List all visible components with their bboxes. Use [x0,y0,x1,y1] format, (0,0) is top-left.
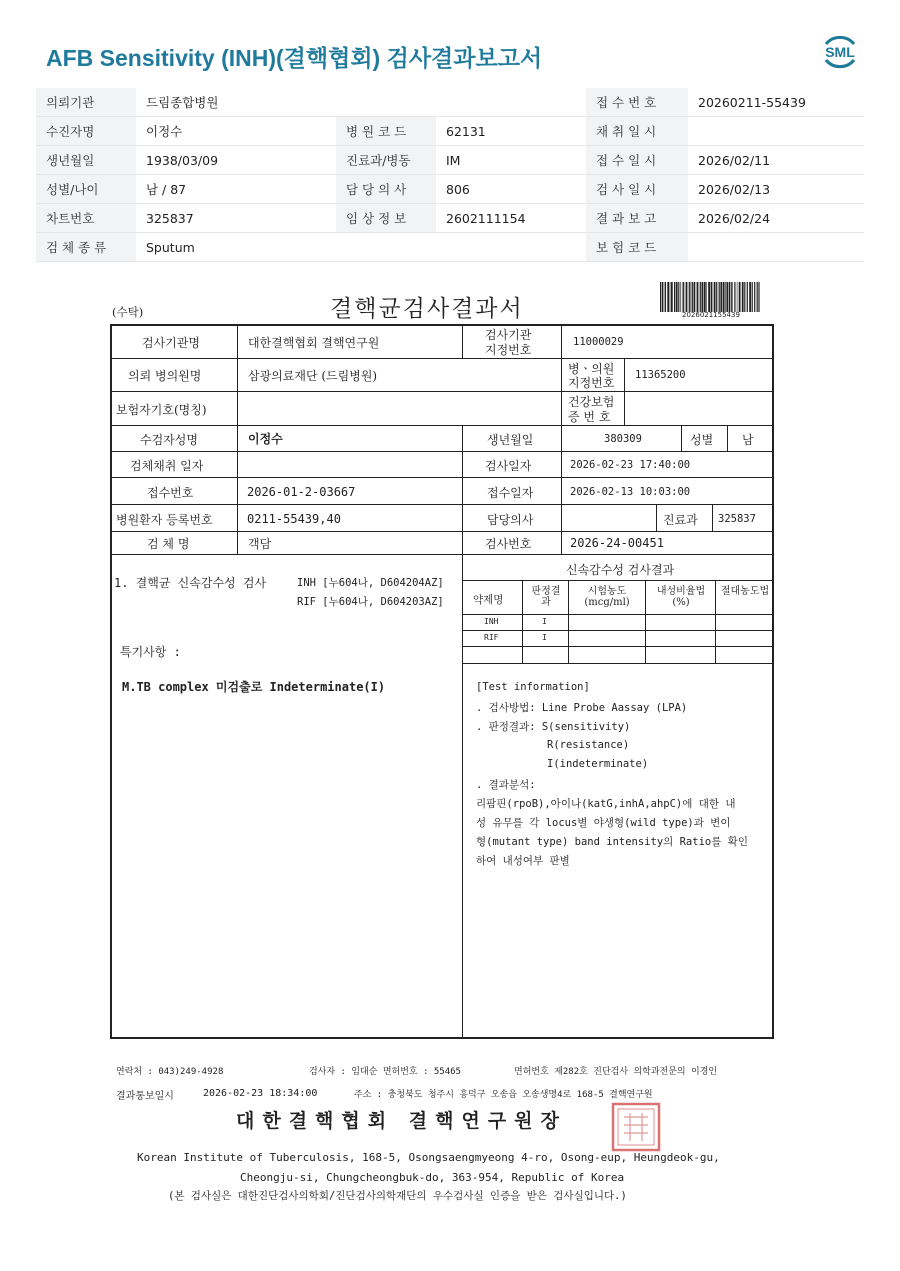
barcode-bar [729,282,730,312]
barcode-bar [689,282,690,312]
sex-label: 성별 [690,433,714,447]
barcode-bar [737,282,738,312]
info-label: 검 사 일 시 [586,175,688,204]
barcode-bar [674,282,675,312]
remarks-label: 특기사항 : [120,645,181,659]
dept: 325837 [718,513,756,525]
collect-label: 검체채취 일자 [130,459,204,473]
reg-no: 0211-55439,40 [247,512,341,526]
info-line: I(indeterminate) [547,758,649,770]
info-value: 20260211-55439 [688,88,864,117]
lab-id: 11000029 [573,336,624,348]
dob: 380309 [604,433,642,445]
hosp-id-label: 병ㆍ의원 [568,362,615,376]
barcode-bar [739,282,741,312]
barcode-bar [686,282,688,312]
sex: 남 [742,433,754,447]
info-line: 하여 내성여부 판별 [476,855,570,867]
info-value: 806 [436,175,586,204]
info-line: . 결과분석: [476,779,536,791]
info-value: 2026/02/24 [688,204,864,233]
specimen: 객담 [248,537,272,551]
svg-text:SML: SML [825,44,855,60]
form-title: 결핵균검사결과서 [330,296,524,322]
info-label: 보 험 코 드 [586,233,688,262]
lab-id-label: 지정번호 [485,343,532,357]
barcode-bar [758,282,759,312]
barcode-bar [702,282,704,312]
insured-label: 보험자기호(명칭) [116,403,207,417]
barcode-bar [711,282,713,312]
institute-name: 대한결핵협회 결핵연구원장 [236,1110,567,1132]
lab-id-label: 검사기관 [485,328,532,342]
result-drug: INH [484,617,499,626]
info-label: 진료과/병동 [336,146,436,175]
info-label: 수진자명 [36,117,136,146]
official-seal-icon [610,1101,662,1153]
reg-no-label: 병원환자 등록번호 [116,513,213,527]
barcode-bar [754,282,755,312]
footer-address-en: Cheongju-si, Chungcheongbuk-do, 363-954, Republic of Korea [240,1171,625,1184]
barcode-bar [680,282,681,312]
barcode-bar [747,282,748,312]
patient-name: 이정수 [248,432,283,446]
barcode-bar [723,282,725,312]
barcode-bar [664,282,665,312]
footer-tester: 검사자 : 임대순 면허번호 : 55465 [309,1067,461,1077]
barcode-bar [749,282,751,312]
doctor-label: 담당의사 [487,513,534,527]
receipt-label: 접수일자 [487,486,534,500]
barcode-bar [670,282,671,312]
info-line: [Test information] [476,681,590,693]
accession-label: 접수번호 [147,486,194,500]
barcode-bar [671,282,673,312]
ins-reg-label: 증 번 호 [568,410,611,424]
info-label: 접 수 번 호 [586,88,688,117]
test-inh: INH [누604나, D604204AZ] [297,577,444,589]
accession: 2026-01-2-03667 [247,485,356,499]
footer-certification: (본 검사실은 대한진단검사의학회/진단검사의학재단의 우수검사실 인증을 받은 검사실입니다.) [168,1190,627,1202]
barcode-bar [742,282,744,312]
req-hosp-label: 의뢰 병의원명 [128,369,202,383]
copy-label: (수탁) [112,305,144,319]
barcode-bar [720,282,722,312]
barcode-bar [726,282,728,312]
specimen-label: 검 체 명 [147,537,190,551]
col-absolute: 절대농도법 [720,586,770,597]
col-drug: 약제명 [473,594,504,606]
report-title: AFB Sensitivity (INH)(결핵협회) 검사결과보고서 [46,45,543,71]
info-line: 리팜핀(rpoB),아이나(katG,inhA,ahpC)에 대한 내 [476,798,736,810]
result-verdict: I [542,617,547,626]
info-line: R(resistance) [547,739,630,751]
info-value: IM [436,146,586,175]
info-value: 325837 [136,204,336,233]
barcode-bar [725,282,726,312]
test-date-label: 검사일자 [485,459,532,473]
result-verdict: I [542,633,547,642]
info-label: 생년월일 [36,146,136,175]
barcode-bar [678,282,679,312]
test-title: 1. 결핵균 신속감수성 검사 [114,576,267,590]
barcode-bar [714,282,716,312]
info-label: 담 당 의 사 [336,175,436,204]
barcode-bar [694,282,696,312]
remark-text: M.TB complex 미검출로 Indeterminate(I) [122,680,386,694]
barcode-bar [683,282,684,312]
col-ratio: 내성비율법(%) [656,586,706,608]
barcode-bar [734,282,735,312]
dept-label: 진료과 [663,513,698,527]
info-label: 성별/나이 [36,175,136,204]
info-line: 형(mutant type) band intensity의 Ratio를 확인 [476,836,748,848]
barcode-bar [732,282,733,312]
result-drug: RIF [484,633,499,642]
info-label: 임 상 정 보 [336,204,436,233]
footer-license: 면허번호 제282호 진단검사 의학과전문의 이경인 [514,1067,718,1077]
info-label: 채 취 일 시 [586,117,688,146]
info-label: 의뢰기관 [36,88,136,117]
test-rif: RIF [누604나, D604203AZ] [297,596,444,608]
hosp-id-label: 지정번호 [568,376,615,390]
barcode-bar [719,282,720,312]
req-hosp: 삼광의료재단 (드림병원) [248,369,378,383]
patient-label: 수검자성명 [140,433,198,447]
info-label: 접 수 일 시 [586,146,688,175]
test-no-label: 검사번호 [485,537,532,551]
barcode-bar [744,282,745,312]
lab-name: 대한결핵협회 결핵연구원 [248,336,380,350]
ins-reg-label: 건강보험 [568,395,615,409]
receipt-date: 2026-02-13 10:03:00 [570,486,691,498]
test-date: 2026-02-23 17:40:00 [570,459,691,471]
barcode-bar [731,282,732,312]
hosp-id: 11365200 [635,369,686,381]
info-label: 병 원 코 드 [336,117,436,146]
barcode-bar [757,282,758,312]
barcode-number: 2026021155439 [682,311,740,319]
info-label: 차트번호 [36,204,136,233]
barcode-bar [665,282,666,312]
barcode-bar [706,282,707,312]
footer-address-ko: 주소 : 충청북도 청주시 흥덕구 오송읍 오송생명4로 168-5 결핵연구원 [354,1090,653,1100]
test-no: 2026-24-00451 [570,536,664,550]
barcode-bar [700,282,701,312]
barcode-bar [691,282,692,312]
barcode-bar [697,282,699,312]
info-label: 결 과 보 고 [586,204,688,233]
barcode-bar [667,282,669,312]
barcode-bar [704,282,706,312]
col-concentration: 시험농도(mcg/ml) [584,586,630,608]
info-value: 남 / 87 [136,175,336,204]
col-verdict: 판정결과 [531,586,561,608]
info-value: 2026/02/13 [688,175,864,204]
info-value: 2026/02/11 [688,146,864,175]
info-value: Sputum [136,233,436,262]
info-line: 성 유무를 각 locus별 야생형(wild type)과 변이 [476,817,731,829]
barcode-bar [692,282,693,312]
barcode-bar [708,282,710,312]
footer-notify-label: 결과통보일시 [116,1091,174,1102]
info-line: . 판정결과: S(sensitivity) [476,721,631,733]
barcode-bar [682,282,683,312]
barcode-bar [662,282,663,312]
result-title: 신속감수성 검사결과 [566,563,675,577]
dob-label: 생년월일 [487,433,534,447]
info-value: 이정수 [136,117,336,146]
info-label: 검 체 종 류 [36,233,136,262]
info-value: 2602111154 [436,204,586,233]
info-value: 1938/03/09 [136,146,336,175]
barcode-bar [660,282,661,312]
footer-contact: 연락처 : 043)249-4928 [116,1067,224,1077]
barcode-icon [660,282,760,312]
footer-address-en: Korean Institute of Tuberculosis, 168-5, Osongsaengmyeong 4-ro, Osong-eup, Heungdeok-gu, [137,1151,720,1164]
barcode-bar [752,282,753,312]
info-value: 62131 [436,117,586,146]
barcode-bar [676,282,678,312]
footer-notify-date: 2026-02-23 18:34:00 [203,1088,318,1099]
barcode-bar [716,282,717,312]
lab-name-label: 검사기관명 [142,336,200,350]
info-value: 드림종합병원 [136,88,436,117]
info-line: . 검사방법: Line Probe Aassay (LPA) [476,702,688,714]
